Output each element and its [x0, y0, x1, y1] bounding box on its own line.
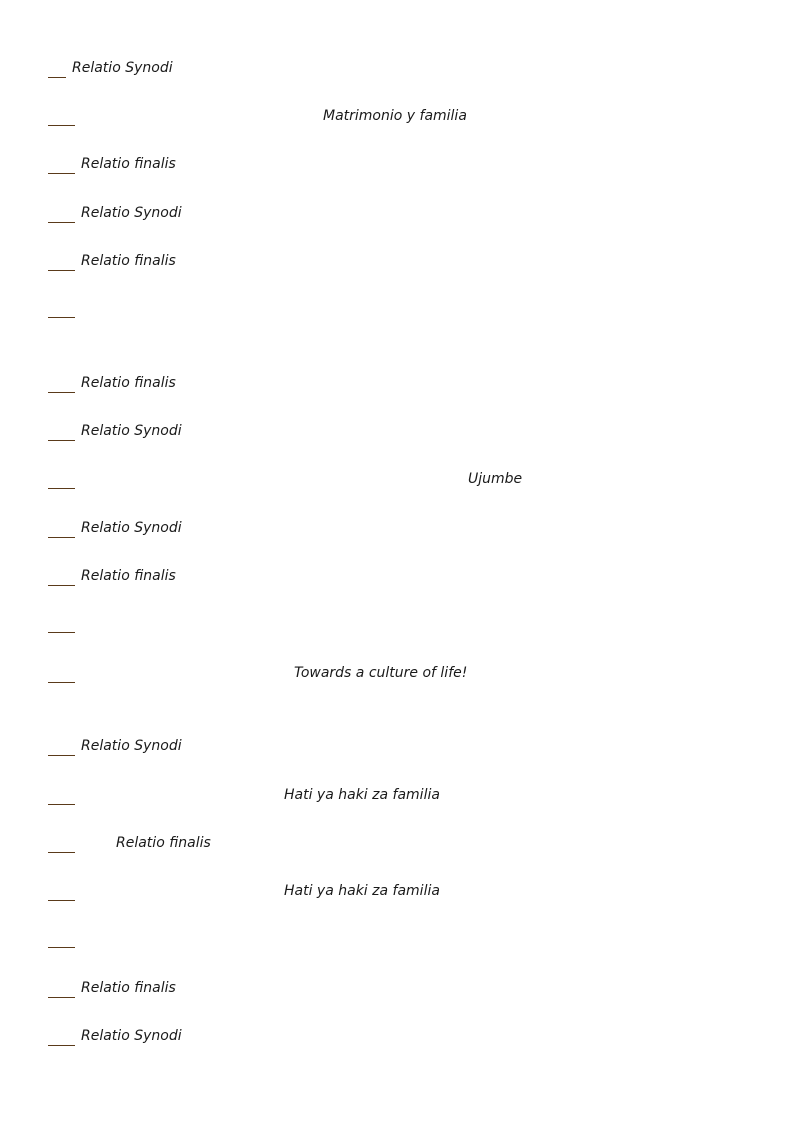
- blank-line: [48, 392, 75, 393]
- blank-line: [48, 125, 75, 126]
- blank-line: [48, 440, 75, 441]
- list-item: [48, 833, 748, 853]
- list-item: [48, 106, 748, 126]
- blank-line: [48, 852, 75, 853]
- list-item: [48, 154, 748, 174]
- entry-title: Relatio finalis: [116, 835, 211, 851]
- entry-title: Relatio finalis: [81, 568, 176, 584]
- list-item: [48, 663, 748, 683]
- list-item: [48, 203, 748, 223]
- blank-line: [48, 270, 75, 271]
- entry-title: Ujumbe: [468, 471, 523, 487]
- blank-line: [48, 222, 75, 223]
- entry-title: Towards a culture of life!: [294, 665, 468, 681]
- blank-line: [48, 997, 75, 998]
- blank-line: [48, 173, 75, 174]
- list-item: [48, 518, 748, 538]
- list-item: [48, 1026, 748, 1046]
- entry-title: Relatio Synodi: [81, 738, 182, 754]
- blank-line: [48, 632, 75, 633]
- entry-title: Matrimonio y familia: [323, 108, 467, 124]
- blank-line: [48, 947, 75, 948]
- blank-line: [48, 804, 75, 805]
- entry-title: Relatio finalis: [81, 980, 176, 996]
- entry-title: Relatio Synodi: [81, 205, 182, 221]
- entry-title: Relatio finalis: [81, 156, 176, 172]
- entry-title: Relatio Synodi: [81, 520, 182, 536]
- blank-line: [48, 537, 75, 538]
- blank-line: [48, 755, 75, 756]
- list-item: [48, 421, 748, 441]
- blank-line: [48, 1045, 75, 1046]
- blank-line: [48, 900, 75, 901]
- list-item: [48, 251, 748, 271]
- entry-title: Relatio Synodi: [81, 423, 182, 439]
- blank-line: [48, 585, 75, 586]
- entry-title: Hati ya haki za familia: [284, 787, 440, 803]
- list-item: [48, 613, 748, 633]
- entry-title: Hati ya haki za familia: [284, 883, 440, 899]
- blank-line: [48, 317, 75, 318]
- blank-line: [48, 488, 75, 489]
- list-item: [48, 298, 748, 318]
- list-item: [48, 881, 748, 901]
- list-item: [48, 566, 748, 586]
- list-item: [48, 736, 748, 756]
- entry-title: Relatio Synodi: [81, 1028, 182, 1044]
- entry-title: Relatio finalis: [81, 253, 176, 269]
- list-item: [48, 785, 748, 805]
- list-item: [48, 978, 748, 998]
- list-item: [48, 373, 748, 393]
- entry-title: Relatio Synodi: [72, 60, 173, 76]
- entry-title: Relatio finalis: [81, 375, 176, 391]
- list-item: [48, 928, 748, 948]
- list-item: [48, 469, 748, 489]
- list-item: [48, 58, 748, 78]
- blank-line: [48, 77, 66, 78]
- blank-line: [48, 682, 75, 683]
